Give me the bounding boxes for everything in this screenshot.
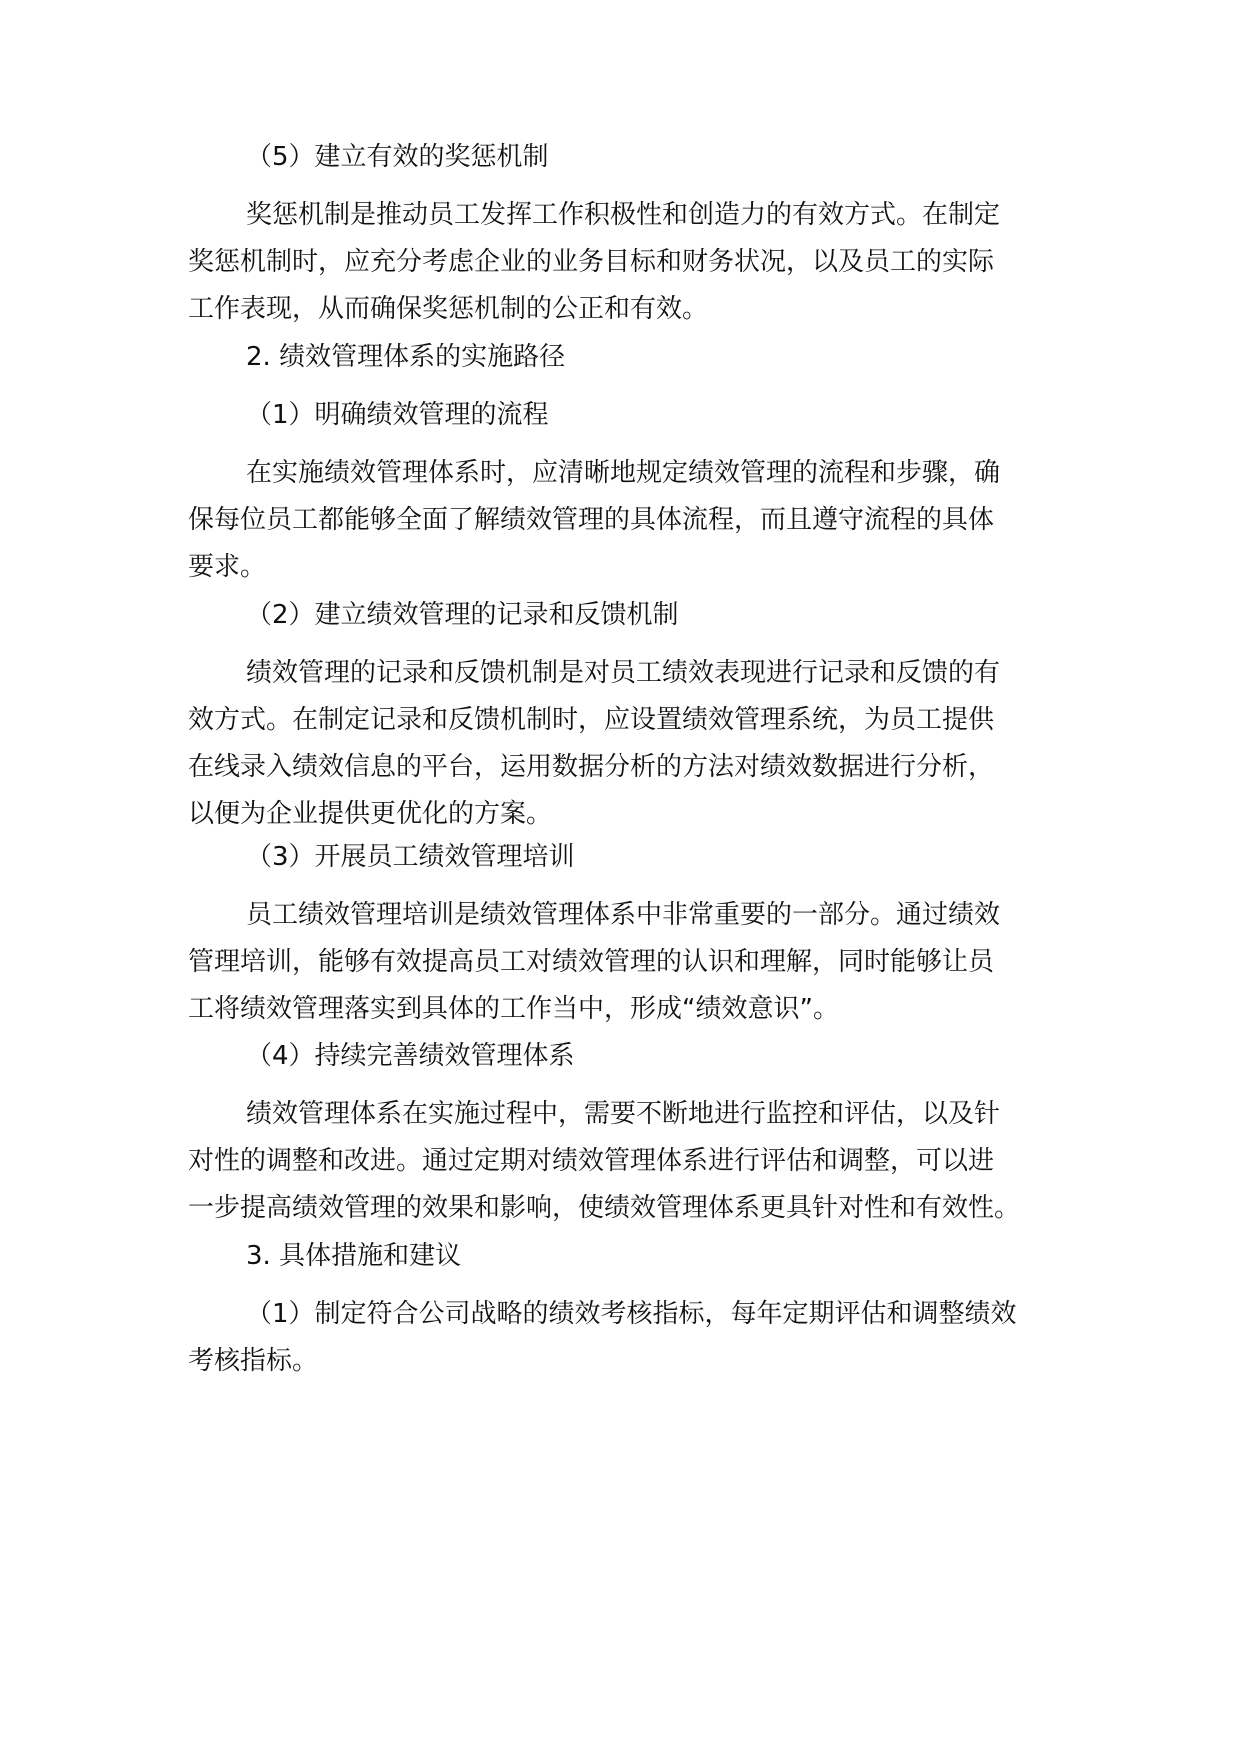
- paragraph-line: 奖惩机制是推动员工发挥工作积极性和创造力的有效方式。在制定: [246, 200, 1001, 230]
- subheading-text: （5）建立有效的奖惩机制: [246, 142, 549, 172]
- paragraph-clarify-process: [188, 450, 1058, 591]
- paragraph-line: 绩效管理体系在实施过程中，需要不断地进行监控和评估，以及针: [246, 1099, 1001, 1129]
- section-title-implementation: [188, 334, 1058, 381]
- paragraph-line: 工作表现，从而确保奖惩机制的公正和有效。: [188, 294, 709, 324]
- paragraph-measures: [188, 1291, 1058, 1385]
- paragraph-line: 保每位员工都能够全面了解绩效管理的具体流程，而且遵守流程的具体: [188, 505, 995, 535]
- paragraph-line: 绩效管理的记录和反馈机制是对员工绩效表现进行记录和反馈的有: [246, 658, 1001, 688]
- section-title-measures: [188, 1233, 1058, 1280]
- paragraph-line: 要求。: [188, 552, 267, 582]
- subheading-text: （3）开展员工绩效管理培训: [246, 842, 575, 872]
- paragraph-line: 效方式。在制定记录和反馈机制时，应设置绩效管理系统，为员工提供: [188, 705, 995, 735]
- paragraph-line: 管理培训，能够有效提高员工对绩效管理的认识和理解，同时能够让员: [188, 947, 995, 977]
- paragraph-continuous-improvement: [188, 1091, 1058, 1232]
- paragraph-line: 在线录入绩效信息的平台，运用数据分析的方法对绩效数据进行分析，: [188, 752, 995, 782]
- paragraph-line: 对性的调整和改进。通过定期对绩效管理体系进行评估和调整，可以进: [188, 1146, 995, 1176]
- paragraph-line: （1）制定符合公司战略的绩效考核指标，每年定期评估和调整绩效: [246, 1299, 1017, 1329]
- subheading-text: （1）明确绩效管理的流程: [246, 400, 549, 430]
- subheading-text: （2）建立绩效管理的记录和反馈机制: [246, 600, 679, 630]
- subheading-record-feedback: [188, 592, 1058, 639]
- paragraph-line: 以便为企业提供更优化的方案。: [188, 799, 553, 829]
- section-title-text: 2. 绩效管理体系的实施路径: [246, 342, 566, 372]
- paragraph-training: [188, 892, 1058, 1033]
- paragraph-line: 工将绩效管理落实到具体的工作当中，形成“绩效意识”。: [188, 994, 839, 1024]
- paragraph-incentive-mechanism: [188, 192, 1058, 333]
- paragraph-line: 考核指标。: [188, 1346, 319, 1376]
- subheading-continuous-improvement: [188, 1033, 1058, 1080]
- paragraph-line: 一步提高绩效管理的效果和影响，使绩效管理体系更具针对性和有效性。: [188, 1193, 1021, 1223]
- paragraph-line: 在实施绩效管理体系时，应清晰地规定绩效管理的流程和步骤，确: [246, 458, 1001, 488]
- subheading-training: [188, 834, 1058, 881]
- subheading-text: （4）持续完善绩效管理体系: [246, 1041, 575, 1071]
- subheading-clarify-process: [188, 392, 1058, 439]
- section-title-text: 3. 具体措施和建议: [246, 1241, 462, 1271]
- paragraph-line: 奖惩机制时，应充分考虑企业的业务目标和财务状况，以及员工的实际: [188, 247, 995, 277]
- paragraph-line: 员工绩效管理培训是绩效管理体系中非常重要的一部分。通过绩效: [246, 900, 1001, 930]
- subheading-incentive-mechanism: [188, 134, 1058, 181]
- paragraph-record-feedback: [188, 650, 1058, 838]
